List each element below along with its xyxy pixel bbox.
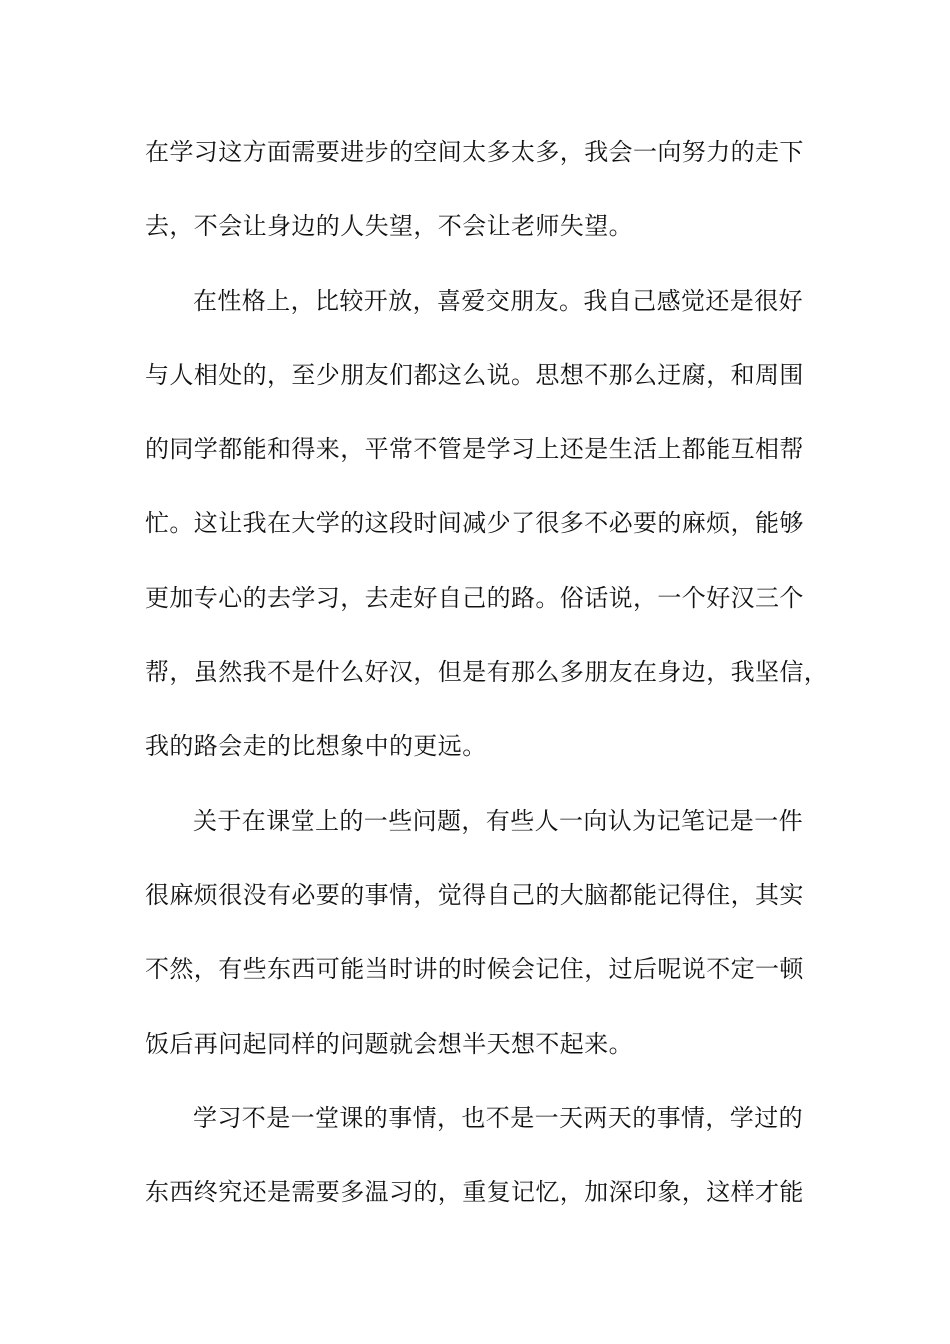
paragraph-first-line: 在性格上，比较开放，喜爱交朋友。我自己感觉还是很好 xyxy=(193,286,803,315)
text-line: 东西终究还是需要多温习的，重复记忆，加深印象，这样才能 xyxy=(145,1178,804,1207)
text-line: 更加专心的去学习，去走好自己的路。俗话说，一个好汉三个 xyxy=(145,583,804,612)
text-line: 不然，有些东西可能当时讲的时候会记住，过后呢说不定一顿 xyxy=(145,955,804,984)
text-line: 饭后再问起同样的问题就会想半天想不起来。 xyxy=(145,1029,633,1058)
paragraph-first-line: 学习不是一堂课的事情，也不是一天两天的事情，学过的 xyxy=(193,1103,803,1132)
text-line: 很麻烦很没有必要的事情，觉得自己的大脑都能记得住，其实 xyxy=(145,880,804,909)
text-line: 去，不会让身边的人失望，不会让老师失望。 xyxy=(145,212,633,241)
text-line: 的同学都能和得来，平常不管是学习上还是生活上都能互相帮 xyxy=(145,435,804,464)
paragraph-first-line: 关于在课堂上的一些问题，有些人一向认为记笔记是一件 xyxy=(193,806,803,835)
text-line: 帮，虽然我不是什么好汉，但是有那么多朋友在身边，我坚信， xyxy=(145,658,829,687)
text-line: 忙。这让我在大学的这段时间减少了很多不必要的麻烦，能够 xyxy=(145,509,804,538)
document-body xyxy=(145,124,829,1238)
text-line: 我的路会走的比想象中的更远。 xyxy=(145,732,487,761)
text-line: 与人相处的，至少朋友们都这么说。思想不那么迂腐，和周围 xyxy=(145,360,804,389)
text-line: 在学习这方面需要进步的空间太多太多，我会一向努力的走下 xyxy=(145,138,804,166)
